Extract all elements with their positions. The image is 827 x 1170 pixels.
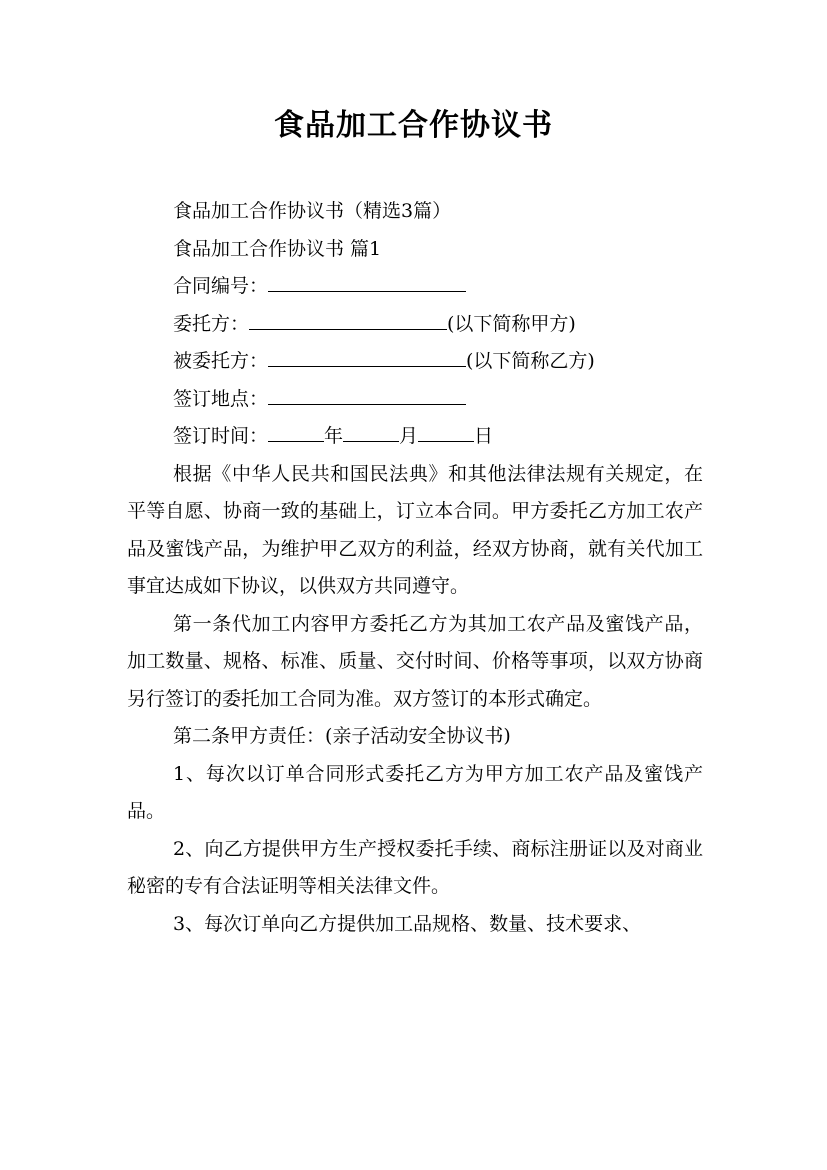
article-1-paragraph: 第一条代加工内容甲方委托乙方为其加工农产品及蜜饯产品，加工数量、规格、标准、质量、交付时间、价格等事项，以双方协商另行签订的委托加工合同为准。双方签订的本形式确定。 xyxy=(127,612,703,710)
document-title: 食品加工合作协议书 xyxy=(274,108,553,143)
preamble-paragraph: 根据《中华人民共和国民法典》和其他法律法规有关规定，在平等自愿、协商一致的基础上，订立本合同。甲方委托乙方加工农产品及蜜饯产品，为维护甲乙双方的利益，经双方协商，就有关代加工事宜达成如下协议，以供双方共同遵守。 xyxy=(127,462,703,597)
document-body xyxy=(127,193,703,943)
contract-number-field xyxy=(127,268,703,306)
article-2-item-3: 3、每次订单向乙方提供加工品规格、数量、技术要求、 xyxy=(173,912,642,935)
section-heading: 食品加工合作协议书 篇1 xyxy=(173,237,382,260)
principal-field xyxy=(127,306,703,344)
contract-number-label: 合同编号： xyxy=(173,275,269,297)
principal-blank xyxy=(249,309,447,330)
day-label: 日 xyxy=(474,425,494,447)
month-label: 月 xyxy=(399,425,419,447)
principal-suffix: (以下简称甲方) xyxy=(447,312,576,335)
year-blank xyxy=(268,421,324,442)
month-blank xyxy=(343,421,399,442)
signing-place-field xyxy=(127,381,703,419)
agent-suffix: (以下简称乙方) xyxy=(466,350,595,372)
signing-time-field xyxy=(127,418,703,456)
principal-label: 委托方： xyxy=(173,312,250,335)
agent-field xyxy=(127,343,703,381)
day-blank xyxy=(418,421,474,442)
article-2-heading: 第二条甲方责任：(亲子活动安全协议书) xyxy=(173,725,511,747)
document-subtitle: 食品加工合作协议书（精选3篇） xyxy=(173,200,452,222)
article-2-item-2: 2、向乙方提供甲方生产授权委托手续、商标注册证以及对商业秘密的专有合法证明等相关法律文件。 xyxy=(127,837,703,897)
agent-blank xyxy=(268,346,466,367)
signing-place-blank xyxy=(268,384,466,405)
agent-label: 被委托方： xyxy=(173,350,269,372)
contract-number-blank xyxy=(268,271,466,292)
signing-time-label: 签订时间： xyxy=(173,425,269,447)
article-2-item-1: 1、每次以订单合同形式委托乙方为甲方加工农产品及蜜饯产品。 xyxy=(127,762,703,822)
year-label: 年 xyxy=(324,425,344,447)
signing-place-label: 签订地点： xyxy=(173,387,269,410)
